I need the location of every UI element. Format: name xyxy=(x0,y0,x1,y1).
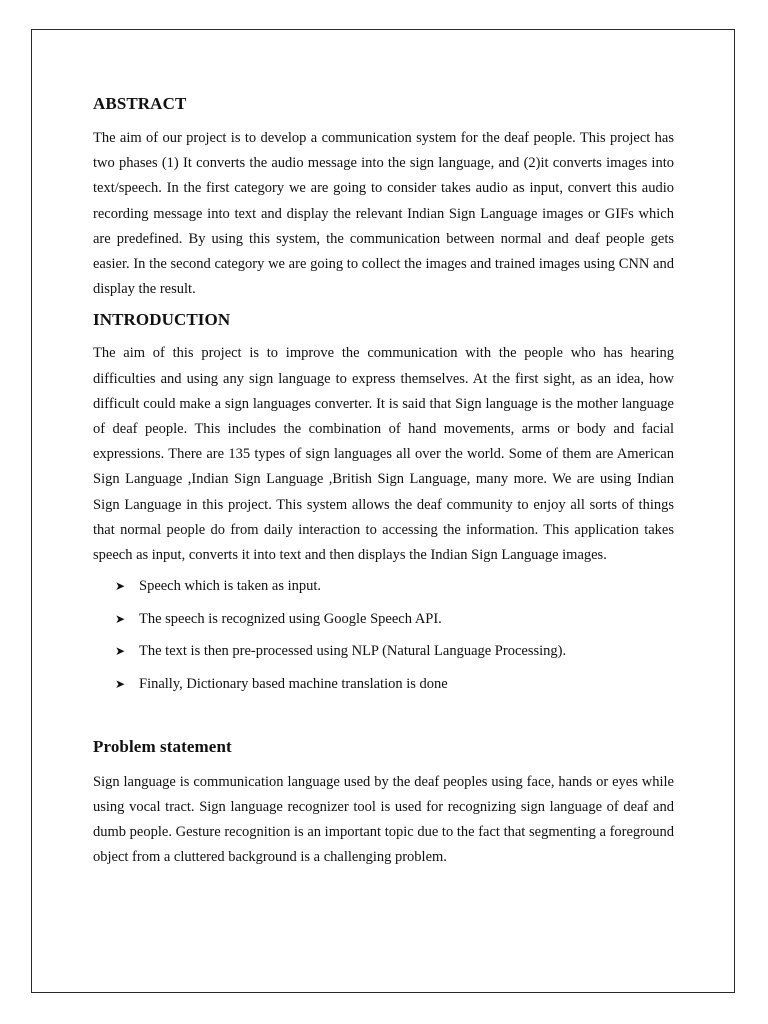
list-item-text: The text is then pre-processed using NLP (Natural Language Processing). xyxy=(139,643,567,660)
problem-statement-heading: Problem statement xyxy=(93,736,232,756)
list-item xyxy=(93,577,674,595)
arrow-bullet-icon: ➤ xyxy=(115,676,126,691)
introduction-heading: INTRODUCTION xyxy=(93,310,231,330)
list-item-text: Speech which is taken as input. xyxy=(139,578,322,595)
arrow-bullet-icon: ➤ xyxy=(115,579,126,594)
list-item xyxy=(93,610,674,628)
list-item-text: The speech is recognized using Google Speech API. xyxy=(139,610,442,627)
document-body xyxy=(93,92,674,871)
introduction-paragraph: The aim of this project is to improve the communication with the people who has hearing difficulties and using any sign language to express themselves. At the first sight, as an idea, how difficult could make a sign languages converter. It is said that Sign language is the mother language of deaf people. This includes the combination of hand movements, arms or body and facial expressions. There are 135 types of sign languages all over the world. Some of them are American Sign Language ,Indian Sign Language ,British Sign Language, many more. We are using Indian Sign Language in this project. This system allows the deaf community to enjoy all sorts of things that normal people do from daily interaction to accessing the information. This application takes speech as input, converts it into text and then displays the Indian Sign Language images. xyxy=(93,345,674,564)
abstract-paragraph: The aim of our project is to develop a communication system for the deaf people. This project has two phases (1) It converts the audio message into the sign language, and (2)it converts images into text/speech. In the first category we are going to consider takes audio as input, convert this audio recording message into text and display the relevant Indian Sign Language images or GIFs which are predefined. By using this system, the communication between normal and deaf people gets easier. In the second category we are going to collect the images and trained images using CNN and display the result. xyxy=(93,130,674,298)
arrow-bullet-icon: ➤ xyxy=(115,644,126,659)
abstract-heading: ABSTRACT xyxy=(93,94,187,113)
list-item xyxy=(93,642,674,660)
arrow-bullet-icon: ➤ xyxy=(115,611,126,626)
feature-bullet-list xyxy=(93,577,674,693)
problem-statement-paragraph: Sign language is communication language used by the deaf peoples using face, hands or eyes while using vocal tract. Sign language recognizer tool is used for recognizing sign language of deaf and dumb people. Gesture recognition is an important topic due to the fact that segmenting a foreground object from a cluttered background is a challenging problem. xyxy=(93,773,674,866)
list-item-text: Finally, Dictionary based machine translation is done xyxy=(139,675,448,692)
list-item xyxy=(93,675,674,693)
